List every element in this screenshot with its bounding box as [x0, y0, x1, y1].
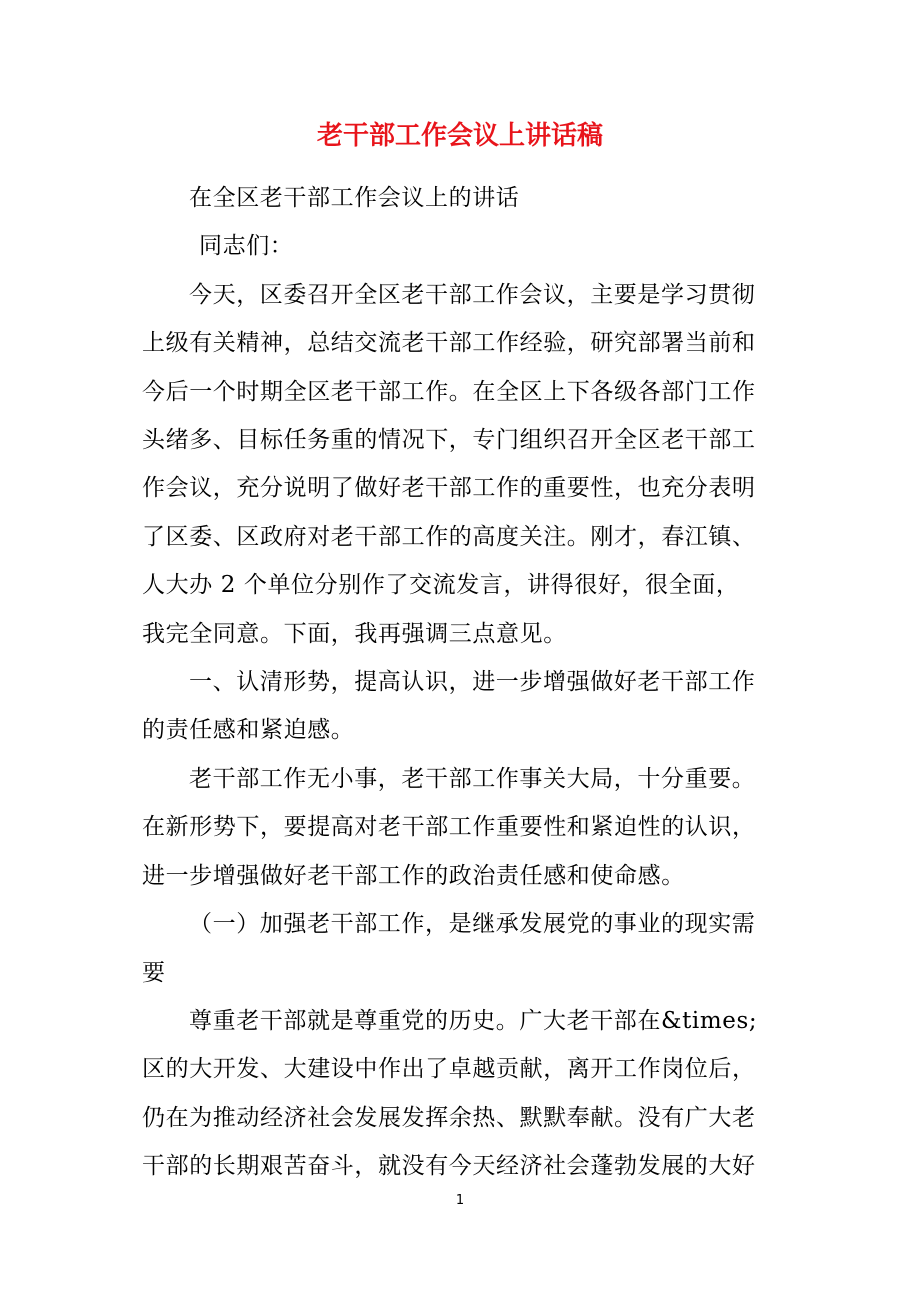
body-line: 进一步增强做好老干部工作的政治责任感和使命感。: [142, 862, 685, 889]
document-title-text: 老干部工作会议上讲话稿: [316, 121, 603, 151]
body-line: 干部的长期艰苦奋斗，就没有今天经济社会蓬勃发展的大好: [142, 1153, 756, 1180]
body-line: 今后一个时期全区老干部工作。在全区上下各级各部门工作: [142, 378, 756, 405]
speech-heading: 在全区老干部工作会议上的讲话: [189, 185, 520, 211]
subsection-heading: （一）加强老干部工作，是继承发展党的事业的现实需: [189, 911, 756, 938]
body-line: 尊重老干部就是尊重党的历史。广大老干部在&times;: [189, 1007, 758, 1034]
body-line: 老干部工作无小事，老干部工作事关大局，十分重要。: [189, 765, 756, 792]
body-line: 仍在为推动经济社会发展发挥余热、默默奉献。没有广大老: [142, 1104, 756, 1131]
page-number: 1: [455, 1193, 465, 1208]
section-heading-continued: 的责任感和紧迫感。: [142, 717, 355, 744]
subsection-heading-continued: 要: [142, 959, 166, 986]
body-line: 作会议，充分说明了做好老干部工作的重要性，也充分表明: [142, 475, 756, 502]
body-line: 头绪多、目标任务重的情况下，专门组织召开全区老干部工: [142, 427, 756, 454]
body-line: 我完全同意。下面，我再强调三点意见。: [142, 620, 567, 647]
body-line: 在新形势下，要提高对老干部工作重要性和紧迫性的认识，: [142, 814, 756, 841]
body-line: 人大办 2 个单位分别作了交流发言，讲得很好，很全面，: [142, 572, 740, 599]
document-title: [0, 116, 920, 156]
section-heading: 一、认清形势，提高认识，进一步增强做好老干部工作: [189, 669, 756, 696]
body-line: 了区委、区政府对老干部工作的高度关注。刚才，春江镇、: [142, 523, 756, 550]
body-line: 今天，区委召开全区老干部工作会议，主要是学习贯彻: [189, 281, 756, 308]
document-body: [142, 174, 782, 1191]
salutation: 同志们：: [199, 233, 294, 260]
body-line: 区的大开发、大建设中作出了卓越贡献，离开工作岗位后，: [142, 1056, 756, 1083]
body-line: 上级有关精神，总结交流老干部工作经验，研究部署当前和: [142, 330, 756, 357]
